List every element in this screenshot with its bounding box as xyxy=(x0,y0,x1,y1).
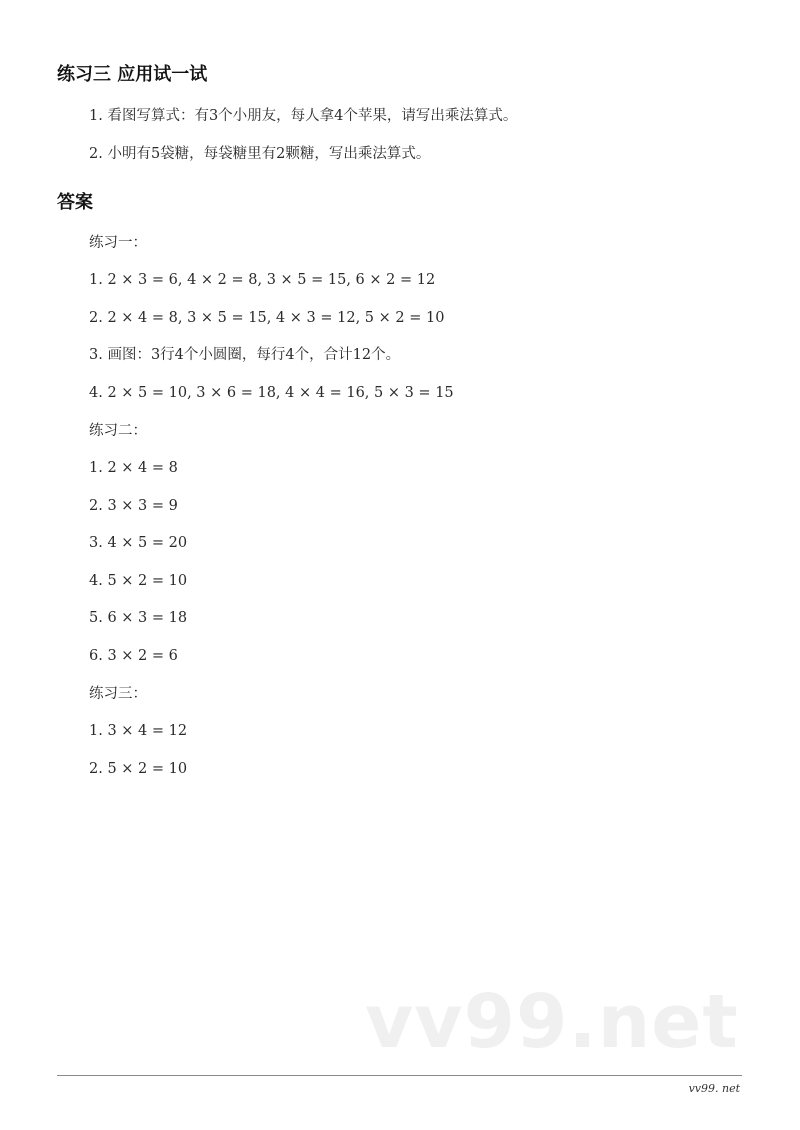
section3-title: 练习三 应用试一试 xyxy=(57,64,208,85)
ex2-answer-6: 6. 3 × 2 = 6 xyxy=(89,648,178,664)
ex1-answer-1: 1. 2 × 3 = 6, 4 × 2 = 8, 3 × 5 = 15, 6 × 2 = 12 xyxy=(89,272,436,288)
ex2-answer-1: 1. 2 × 4 = 8 xyxy=(89,460,178,476)
footer-site: vv99. net xyxy=(688,1082,740,1095)
ex3-answer-2: 2. 5 × 2 = 10 xyxy=(89,761,188,777)
answers-title: 答案 xyxy=(57,192,93,213)
question-1: 1. 看图写算式：有3个小朋友，每人拿4个苹果，请写出乘法算式。 xyxy=(89,108,518,124)
ex1-answer-2: 2. 2 × 4 = 8, 3 × 5 = 15, 4 × 3 = 12, 5 × 2 = 10 xyxy=(89,310,445,326)
ex1-answer-4: 4. 2 × 5 = 10, 3 × 6 = 18, 4 × 4 = 16, 5 × 3 = 15 xyxy=(89,385,454,401)
ex2-answer-2: 2. 3 × 3 = 9 xyxy=(89,498,178,514)
ex2-answer-3: 3. 4 × 5 = 20 xyxy=(89,535,188,551)
ex3-answer-1: 1. 3 × 4 = 12 xyxy=(89,723,188,739)
ex3-label: 练习三： xyxy=(89,686,147,702)
ex1-answer-3: 3. 画图：3行4个小圆圈，每行4个，合计12个。 xyxy=(89,347,401,363)
ex1-label: 练习一： xyxy=(89,235,147,251)
ex2-answer-5: 5. 6 × 3 = 18 xyxy=(89,610,188,626)
question-2: 2. 小明有5袋糖，每袋糖里有2颗糖，写出乘法算式。 xyxy=(89,146,431,162)
footer-divider xyxy=(57,1075,742,1076)
ex2-label: 练习二： xyxy=(89,423,147,439)
watermark: vv99.net xyxy=(365,979,739,1065)
ex2-answer-4: 4. 5 × 2 = 10 xyxy=(89,573,188,589)
